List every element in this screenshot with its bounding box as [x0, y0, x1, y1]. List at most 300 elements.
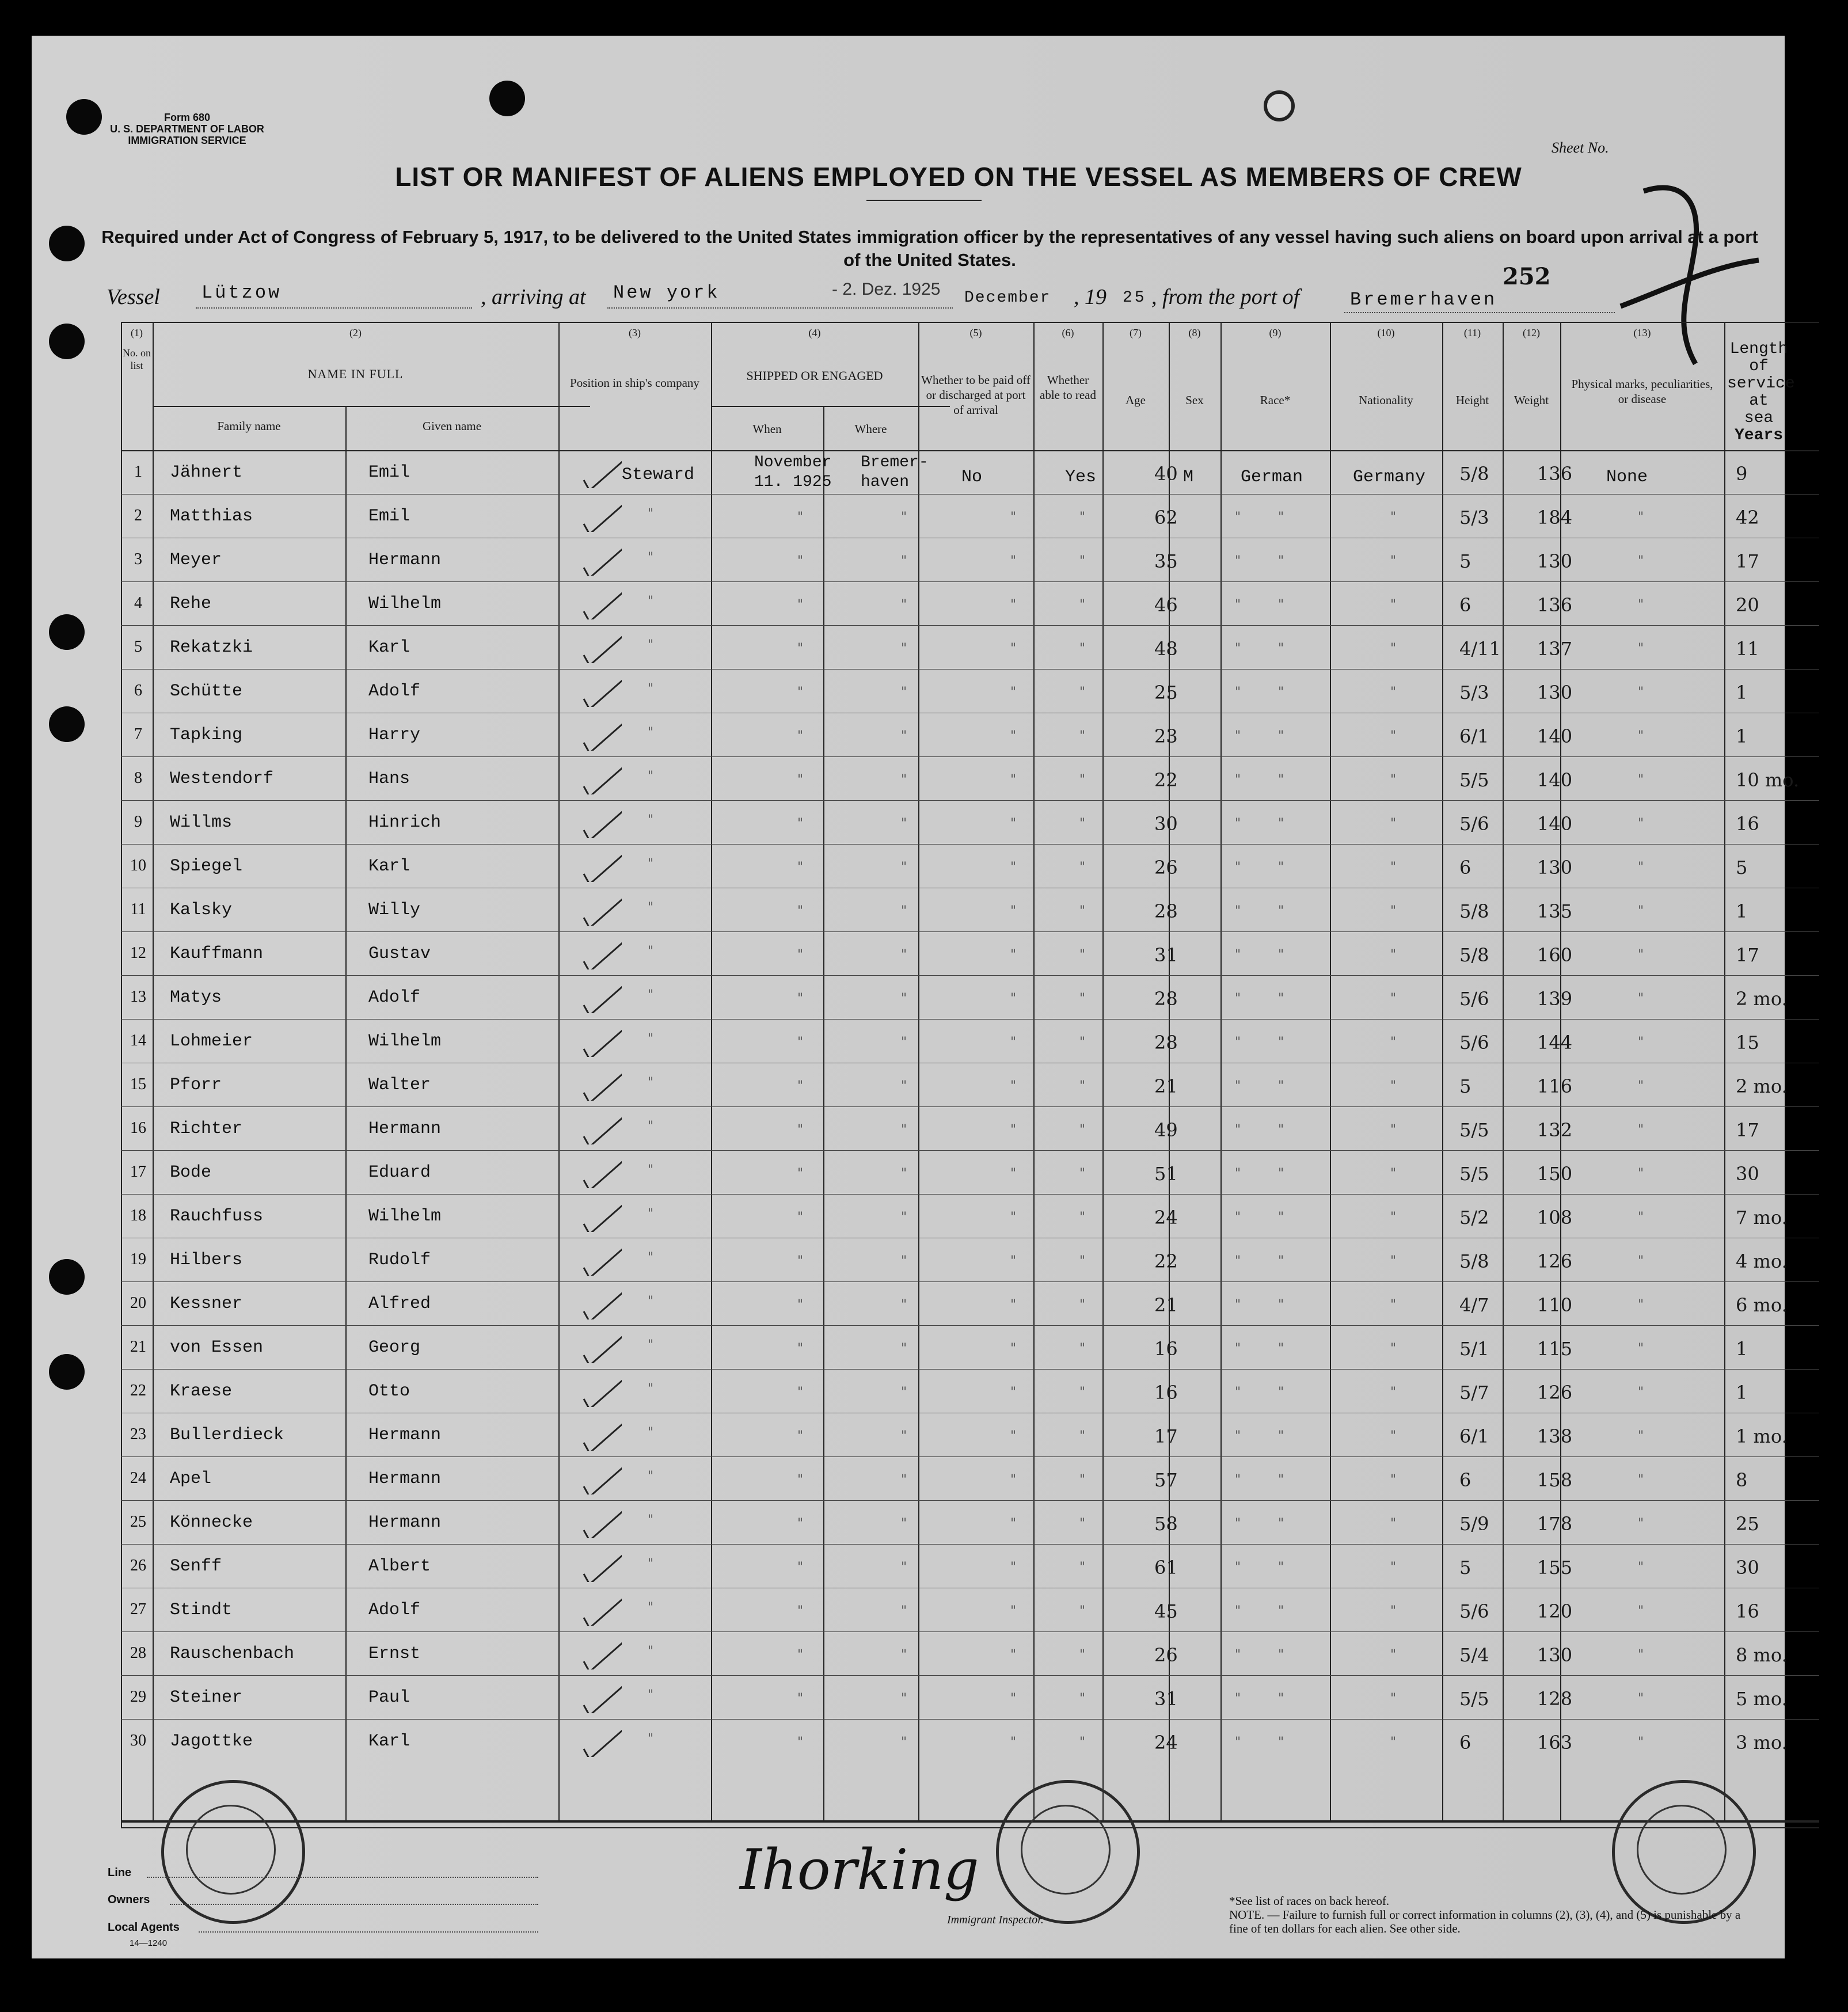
age: 22 — [1154, 1250, 1178, 1272]
ditto-mark: " — [797, 1560, 804, 1574]
ditto-mark: " — [1638, 1385, 1644, 1399]
col8-number: (8) — [1188, 327, 1201, 338]
ditto-mark: " — [1079, 1735, 1086, 1749]
ditto-mark: " — [1278, 1385, 1284, 1399]
ditto-mark: " — [797, 685, 804, 699]
age: 26 — [1154, 857, 1178, 878]
height: 4/7 — [1459, 1294, 1489, 1316]
ditto-mark: " — [1235, 1079, 1241, 1093]
length-of-service: 30 — [1736, 1163, 1759, 1185]
ditto-mark: " — [1390, 1079, 1397, 1093]
ditto-mark: " — [1390, 1604, 1397, 1618]
length-of-service: 17 — [1736, 1119, 1759, 1141]
col1-number: (1) — [131, 327, 143, 338]
col7-number: (7) — [1130, 327, 1142, 338]
family-name: Westendorf — [170, 769, 274, 789]
ditto-mark: " — [1278, 685, 1284, 699]
age: 30 — [1154, 813, 1178, 835]
year-prefix: , 19 — [1074, 285, 1106, 309]
check-mark — [581, 979, 622, 1013]
ditto-mark: " — [1278, 1298, 1284, 1312]
ditto-mark: " — [1079, 729, 1086, 743]
ditto-mark: " — [1638, 554, 1644, 568]
ditto-mark: " — [901, 948, 907, 962]
ditto-mark: " — [1390, 554, 1397, 568]
ditto-mark: " — [1010, 1166, 1017, 1181]
weight: 120 — [1537, 1600, 1573, 1622]
length-of-service: 5 mo. — [1736, 1688, 1788, 1710]
family-name: Pforr — [170, 1075, 222, 1095]
ditto-mark: " — [901, 510, 907, 524]
height: 5/6 — [1459, 988, 1489, 1010]
ditto-mark: " — [1638, 773, 1644, 787]
ditto-mark: " — [1235, 860, 1241, 874]
ditto-mark: " — [901, 773, 907, 787]
position-ditto: " — [648, 550, 654, 565]
length-of-service: 15 — [1736, 1032, 1759, 1053]
penalty-note: NOTE. — Failure to furnish full or correct information in columns (2), (3), (4), and (5) is punishable by a fine of ten dollars for each alien. See other side. — [1229, 1908, 1741, 1935]
family-name: Könnecke — [170, 1513, 253, 1532]
check-mark — [581, 497, 622, 532]
given-name: Adolf — [368, 988, 421, 1007]
row-number: 26 — [130, 1557, 146, 1574]
ditto-mark: " — [1390, 1123, 1397, 1137]
height: 5/3 — [1459, 682, 1489, 703]
ditto-mark: " — [1390, 1560, 1397, 1574]
age: 35 — [1154, 550, 1178, 572]
year-suffix: 25 — [1123, 289, 1147, 307]
ditto-mark: " — [1390, 729, 1397, 743]
weight: 160 — [1537, 944, 1573, 966]
family-name: Bullerdieck — [170, 1425, 284, 1445]
col6-number: (6) — [1062, 327, 1074, 338]
col12-number: (12) — [1523, 327, 1540, 338]
height: 6 — [1459, 1469, 1471, 1491]
ditto-mark: " — [797, 773, 804, 787]
check-mark — [581, 891, 622, 926]
ditto-mark: " — [1638, 1735, 1644, 1749]
given-name: Walter — [368, 1075, 431, 1095]
ditto-mark: " — [1390, 904, 1397, 918]
height: 5/6 — [1459, 813, 1489, 835]
height: 5/3 — [1459, 507, 1489, 528]
vessel-name: Lützow — [201, 282, 282, 303]
weight: 130 — [1537, 1644, 1573, 1666]
ditto-mark: " — [901, 1604, 907, 1618]
ditto-mark: " — [1638, 1210, 1644, 1224]
col5-number: (5) — [969, 327, 982, 338]
given-name: Hermann — [368, 1469, 442, 1489]
family-name: Kessner — [170, 1294, 243, 1314]
ditto-mark: " — [1390, 1735, 1397, 1749]
row-number: 24 — [130, 1469, 146, 1487]
weight: 158 — [1537, 1469, 1573, 1491]
ditto-mark: " — [1010, 1604, 1017, 1618]
ditto-mark: " — [1079, 510, 1086, 524]
height: 5/8 — [1459, 1250, 1489, 1272]
given-name: Albert — [368, 1557, 431, 1576]
consulate-stamp-center — [996, 1780, 1140, 1924]
check-mark — [581, 847, 622, 882]
ditto-mark: " — [1235, 1604, 1241, 1618]
ditto-mark: " — [1278, 1691, 1284, 1706]
ditto-mark: " — [1278, 729, 1284, 743]
check-mark — [581, 1504, 622, 1538]
length-of-service: 1 mo. — [1736, 1425, 1788, 1447]
family-name: Rehe — [170, 594, 212, 614]
given-name: Wilhelm — [368, 594, 442, 614]
ditto-mark: " — [1235, 1648, 1241, 1662]
able-to-read: Yes — [1065, 467, 1097, 487]
ditto-mark: " — [797, 1429, 804, 1443]
ditto-mark: " — [1638, 729, 1644, 743]
weight: 140 — [1537, 725, 1573, 747]
ditto-mark: " — [1235, 641, 1241, 656]
ditto-mark: " — [1278, 1429, 1284, 1443]
family-name: Senff — [170, 1557, 222, 1576]
col-header-name: NAME IN FULL — [307, 367, 404, 381]
row-number: 18 — [130, 1207, 146, 1224]
given-name: Adolf — [368, 1600, 421, 1620]
check-mark — [581, 1416, 622, 1451]
weight: 137 — [1537, 638, 1573, 660]
race: German — [1241, 467, 1303, 487]
ditto-mark: " — [1010, 598, 1017, 612]
check-mark — [581, 1460, 622, 1494]
given-name: Alfred — [368, 1294, 431, 1314]
ditto-mark: " — [1235, 1691, 1241, 1706]
ditto-mark: " — [1235, 554, 1241, 568]
weight: 130 — [1537, 857, 1573, 878]
age: 61 — [1154, 1557, 1178, 1579]
length-of-service: 1 — [1736, 682, 1748, 703]
ditto-mark: " — [1079, 1691, 1086, 1706]
col-header-where: Where — [854, 422, 887, 436]
ditto-mark: " — [901, 1560, 907, 1574]
col-header-weight: Weight — [1514, 393, 1549, 407]
height: 5 — [1459, 1075, 1471, 1097]
position-ditto: " — [648, 1425, 654, 1440]
ditto-mark: " — [1079, 1648, 1086, 1662]
age: 23 — [1154, 725, 1178, 747]
height: 5/5 — [1459, 1688, 1489, 1710]
ditto-mark: " — [797, 1210, 804, 1224]
position-ditto: " — [648, 725, 654, 740]
family-name: Rekatzki — [170, 638, 253, 657]
page-title: LIST OR MANIFEST OF ALIENS EMPLOYED ON THE VESSEL AS MEMBERS OF CREW — [395, 162, 1522, 192]
weight: 136 — [1537, 594, 1573, 616]
given-name: Wilhelm — [368, 1032, 442, 1051]
col-header-when: When — [752, 422, 782, 436]
arrival-stamp-date: - 2. Dez. 1925 — [832, 280, 941, 299]
nationality: Germany — [1353, 467, 1426, 487]
row-number: 13 — [130, 988, 146, 1006]
length-of-service: 11 — [1736, 638, 1759, 660]
position-ditto: " — [648, 1250, 654, 1265]
ditto-mark: " — [797, 1079, 804, 1093]
ditto-mark: " — [797, 1166, 804, 1181]
row-number: 10 — [130, 857, 146, 874]
ditto-mark: " — [1638, 1473, 1644, 1487]
ditto-mark: " — [901, 1735, 907, 1749]
ditto-mark: " — [1390, 1691, 1397, 1706]
ditto-mark: " — [1079, 1254, 1086, 1268]
ditto-mark: " — [1638, 1123, 1644, 1137]
ditto-mark: " — [1235, 685, 1241, 699]
ditto-mark: " — [1010, 904, 1017, 918]
family-name: von Essen — [170, 1338, 264, 1357]
ditto-mark: " — [1235, 904, 1241, 918]
footer-owners-underline — [170, 1904, 538, 1905]
ditto-mark: " — [1278, 1560, 1284, 1574]
print-code: 14—1240 — [130, 1938, 168, 1948]
height: 5 — [1459, 1557, 1471, 1579]
given-name: Harry — [368, 725, 421, 745]
length-of-service: 25 — [1736, 1513, 1759, 1535]
age: 51 — [1154, 1163, 1178, 1185]
ditto-mark: " — [797, 816, 804, 831]
col-header-marks: Physical marks, peculiarities, or disease — [1571, 377, 1713, 406]
from-port: Bremerhaven — [1350, 289, 1497, 310]
weight: 110 — [1537, 1294, 1573, 1316]
age: 49 — [1154, 1119, 1178, 1141]
family-name: Schütte — [170, 682, 243, 701]
ditto-mark: " — [1235, 1385, 1241, 1399]
ditto-mark: " — [1079, 773, 1086, 787]
position-ditto: " — [648, 1032, 654, 1046]
given-name: Ernst — [368, 1644, 421, 1664]
ditto-mark: " — [1010, 729, 1017, 743]
check-mark — [581, 1679, 622, 1713]
footer-line-underline — [147, 1877, 538, 1878]
weight: 140 — [1537, 769, 1573, 791]
ditto-mark: " — [901, 1691, 907, 1706]
family-name: Matthias — [170, 507, 253, 526]
ditto-mark: " — [797, 904, 804, 918]
ditto-mark: " — [1390, 1429, 1397, 1443]
ditto-mark: " — [1278, 1648, 1284, 1662]
consulate-stamp-left — [161, 1780, 305, 1924]
shipped-when: 11. 1925 — [754, 473, 832, 491]
family-name: Stindt — [170, 1600, 233, 1620]
ditto-mark: " — [1235, 1035, 1241, 1049]
manifest-sheet — [32, 36, 1800, 1958]
height: 5/4 — [1459, 1644, 1489, 1666]
check-mark — [581, 1197, 622, 1232]
ditto-mark: " — [1010, 1035, 1017, 1049]
length-of-service: 42 — [1736, 507, 1759, 528]
age: 48 — [1154, 638, 1178, 660]
ditto-mark: " — [1010, 860, 1017, 874]
height: 5/5 — [1459, 769, 1489, 791]
height: 6 — [1459, 594, 1471, 616]
ditto-mark: " — [1390, 1516, 1397, 1531]
col-header-position: Position in ship's company — [570, 376, 699, 390]
family-name: Richter — [170, 1119, 243, 1139]
ditto-mark: " — [1278, 816, 1284, 831]
height: 5/9 — [1459, 1513, 1489, 1535]
inspector-label: Immigrant Inspector. — [947, 1914, 1044, 1926]
ditto-mark: " — [1278, 1341, 1284, 1356]
check-mark — [581, 760, 622, 794]
form-number: Form 680 — [163, 112, 211, 123]
age: 57 — [1154, 1469, 1178, 1491]
family-name: Jagottke — [170, 1732, 253, 1751]
ditto-mark: " — [1278, 1035, 1284, 1049]
ditto-mark: " — [1278, 773, 1284, 787]
position-ditto: " — [648, 988, 654, 1002]
ditto-mark: " — [1079, 1123, 1086, 1137]
ditto-mark: " — [1278, 860, 1284, 874]
ditto-mark: " — [1235, 991, 1241, 1006]
department: U. S. DEPARTMENT OF LABOR — [110, 123, 264, 135]
ditto-mark: " — [1278, 641, 1284, 656]
height: 5/7 — [1459, 1382, 1489, 1404]
weight: 126 — [1537, 1382, 1573, 1404]
age: 46 — [1154, 594, 1178, 616]
length-of-service: 6 mo. — [1736, 1294, 1788, 1316]
ditto-mark: " — [797, 1341, 804, 1356]
family-name: Tapking — [170, 725, 243, 745]
check-mark — [581, 1635, 622, 1669]
ditto-mark: " — [1390, 1385, 1397, 1399]
col-header-given: Given name — [422, 419, 482, 433]
length-of-service: 2 mo. — [1736, 988, 1788, 1010]
ditto-mark: " — [797, 1691, 804, 1706]
ditto-mark: " — [1235, 1516, 1241, 1531]
ditto-mark: " — [1235, 1560, 1241, 1574]
ditto-mark: " — [1638, 1035, 1644, 1049]
age: 31 — [1154, 1688, 1178, 1710]
weight: 138 — [1537, 1425, 1573, 1447]
row-number: 25 — [130, 1513, 146, 1531]
family-name: Willms — [170, 813, 233, 832]
position-ditto: " — [648, 1382, 654, 1396]
check-mark — [581, 1722, 622, 1757]
shipped-when: November — [754, 454, 832, 471]
ditto-mark: " — [1235, 1298, 1241, 1312]
ditto-mark: " — [1010, 1516, 1017, 1531]
position-ditto: " — [648, 1207, 654, 1221]
length-of-service: 3 mo. — [1736, 1732, 1788, 1754]
ditto-mark: " — [797, 1735, 804, 1749]
height: 6 — [1459, 857, 1471, 878]
ditto-mark: " — [1079, 1604, 1086, 1618]
length-of-service: 16 — [1736, 813, 1759, 835]
ditto-mark: " — [1638, 1166, 1644, 1181]
ditto-mark: " — [1010, 1123, 1017, 1137]
length-of-service: 17 — [1736, 944, 1759, 966]
ditto-mark: " — [1638, 816, 1644, 831]
ditto-mark: " — [1278, 948, 1284, 962]
family-name: Bode — [170, 1163, 212, 1182]
weight: 155 — [1537, 1557, 1573, 1579]
position-ditto: " — [648, 1600, 654, 1615]
physical-marks: None — [1606, 467, 1648, 487]
shipped-where: Bremer- — [861, 454, 929, 471]
ditto-mark: " — [1390, 1035, 1397, 1049]
ditto-mark: " — [1278, 1604, 1284, 1618]
weight: 178 — [1537, 1513, 1573, 1535]
ditto-mark: " — [1010, 1254, 1017, 1268]
arriving-label: , arriving at — [481, 285, 586, 309]
given-name: Hans — [368, 769, 410, 789]
ditto-mark: " — [901, 729, 907, 743]
position-ditto: " — [648, 1163, 654, 1177]
given-name: Eduard — [368, 1163, 431, 1182]
ditto-mark: " — [1390, 1473, 1397, 1487]
family-name: Jähnert — [170, 463, 243, 482]
ditto-mark: " — [1010, 1341, 1017, 1356]
ditto-mark: " — [1010, 1210, 1017, 1224]
ditto-mark: " — [1079, 1560, 1086, 1574]
ditto-mark: " — [797, 598, 804, 612]
weight: 130 — [1537, 550, 1573, 572]
ditto-mark: " — [1079, 991, 1086, 1006]
given-name: Paul — [368, 1688, 410, 1707]
row-number: 28 — [130, 1644, 146, 1662]
ditto-mark: " — [1010, 991, 1017, 1006]
ditto-mark: " — [1079, 554, 1086, 568]
given-name: Hermann — [368, 1425, 442, 1445]
family-name: Matys — [170, 988, 222, 1007]
length-of-service: 9 — [1736, 463, 1748, 485]
row-number: 12 — [130, 944, 146, 962]
ditto-mark: " — [1010, 510, 1017, 524]
col-header-age: Age — [1125, 393, 1146, 407]
height: 5/6 — [1459, 1600, 1489, 1622]
row-number: 9 — [134, 813, 142, 831]
height: 4/11 — [1459, 638, 1501, 660]
ditto-mark: " — [901, 1079, 907, 1093]
ditto-mark: " — [1390, 1166, 1397, 1181]
ditto-mark: " — [1079, 816, 1086, 831]
age: 58 — [1154, 1513, 1178, 1535]
height: 5/8 — [1459, 900, 1489, 922]
age: 16 — [1154, 1382, 1178, 1404]
race-note: *See list of races on back hereof. — [1229, 1894, 1390, 1908]
ditto-mark: " — [1235, 948, 1241, 962]
ditto-mark: " — [1390, 685, 1397, 699]
ditto-mark: " — [1010, 1429, 1017, 1443]
weight: 130 — [1537, 682, 1573, 703]
ditto-mark: " — [797, 1385, 804, 1399]
position-ditto: " — [648, 1513, 654, 1527]
weight: 115 — [1537, 1338, 1573, 1360]
position-ditto: " — [648, 638, 654, 652]
row-number: 4 — [134, 594, 142, 612]
family-name: Kalsky — [170, 900, 233, 920]
position-ditto: " — [648, 1732, 654, 1746]
weight: 132 — [1537, 1119, 1573, 1141]
height: 5/2 — [1459, 1207, 1489, 1229]
family-name: Kauffmann — [170, 944, 264, 964]
ditto-mark: " — [797, 1035, 804, 1049]
length-of-service: 1 — [1736, 1338, 1748, 1360]
age: 45 — [1154, 1600, 1178, 1622]
given-name: Wilhelm — [368, 1207, 442, 1226]
col10-number: (10) — [1377, 327, 1395, 338]
ditto-mark: " — [1638, 1341, 1644, 1356]
check-mark — [581, 1154, 622, 1188]
check-mark — [581, 629, 622, 663]
ditto-mark: " — [1390, 1298, 1397, 1312]
age: 25 — [1154, 682, 1178, 703]
height: 5/5 — [1459, 1119, 1489, 1141]
length-of-service: 5 — [1736, 857, 1748, 878]
weight: 139 — [1537, 988, 1573, 1010]
given-name: Hinrich — [368, 813, 442, 832]
